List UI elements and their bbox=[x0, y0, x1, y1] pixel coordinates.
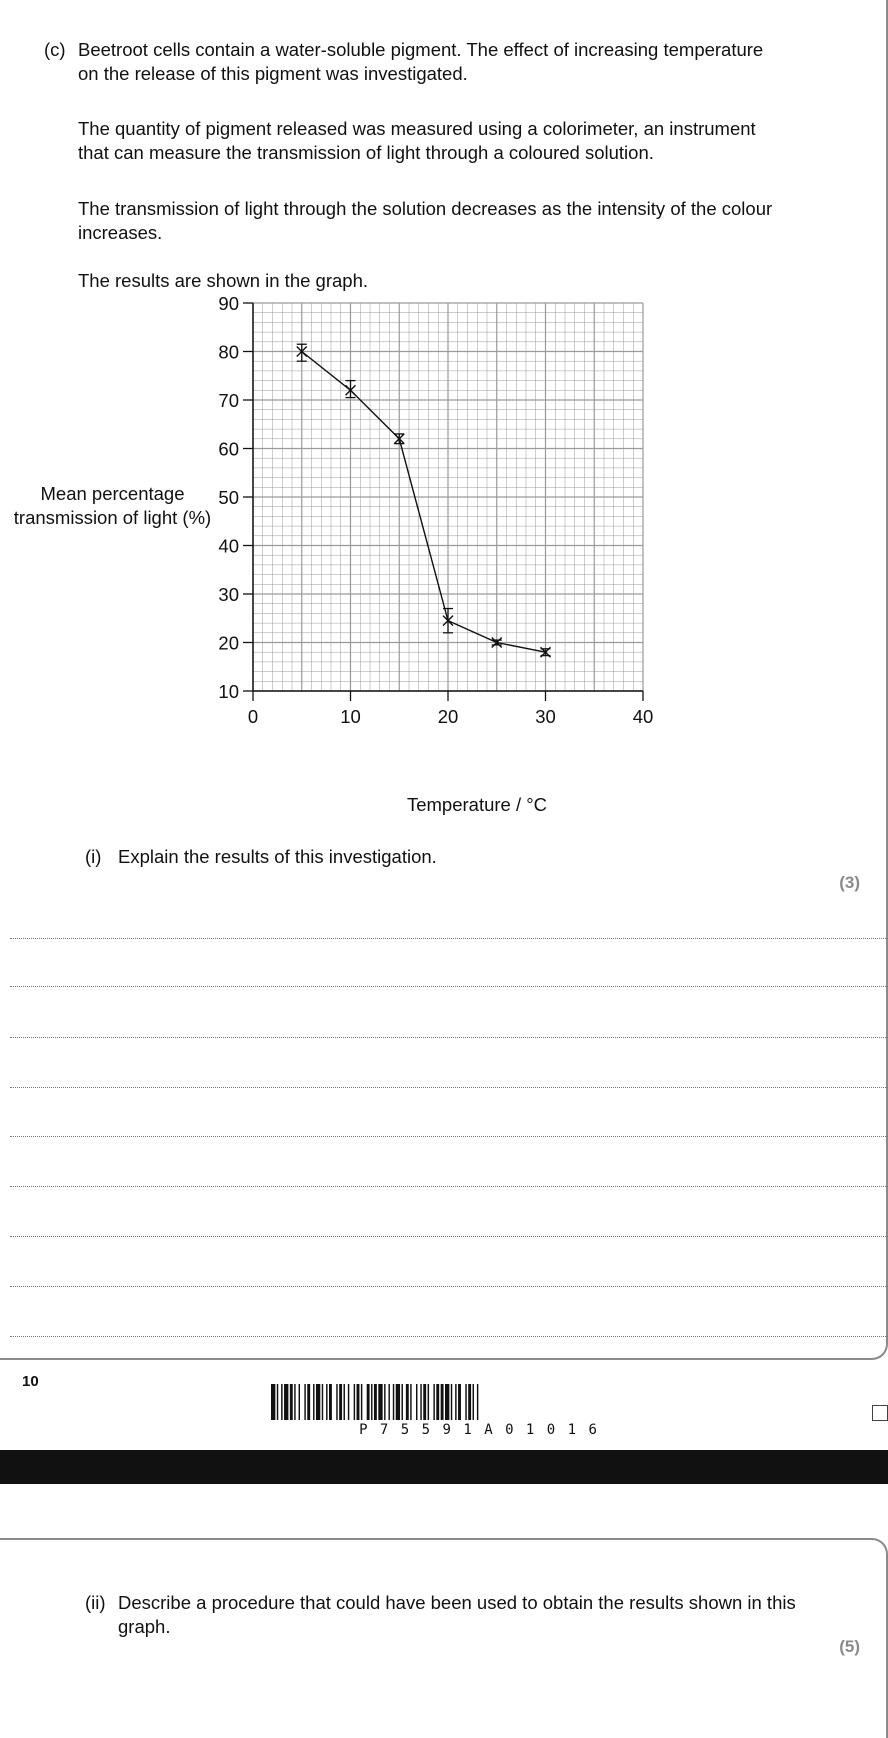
y-tick-label: 20 bbox=[218, 632, 239, 654]
barcode-bar bbox=[277, 1384, 278, 1420]
barcode-bar bbox=[384, 1384, 385, 1420]
y-tick-label: 90 bbox=[218, 293, 239, 314]
barcode-bar bbox=[304, 1384, 305, 1420]
x-tick-label: 10 bbox=[340, 706, 361, 727]
barcode-bar bbox=[294, 1384, 295, 1420]
intro-paragraph-3: The transmission of light through the solution decreases as the intensity of the colour increases. bbox=[78, 198, 773, 243]
barcode-bar bbox=[468, 1384, 471, 1420]
answer-line[interactable] bbox=[10, 1336, 888, 1337]
barcode-bar bbox=[284, 1384, 288, 1420]
barcode-bar bbox=[445, 1384, 449, 1420]
question-part-i bbox=[85, 845, 437, 869]
barcode-bar bbox=[473, 1384, 474, 1420]
barcode-bar bbox=[339, 1384, 342, 1420]
answer-line[interactable] bbox=[10, 1037, 888, 1038]
barcode-bar bbox=[281, 1384, 282, 1420]
barcode-bar bbox=[299, 1384, 300, 1420]
barcode-bar bbox=[455, 1384, 456, 1420]
x-axis-label: Temperature / °C bbox=[406, 794, 548, 815]
y-tick-label: 70 bbox=[218, 390, 239, 411]
question-part-ii bbox=[85, 1591, 845, 1639]
barcode-bar bbox=[465, 1384, 466, 1420]
barcode-bar bbox=[441, 1384, 444, 1420]
intro-paragraph-2: The quantity of pigment released was measured using a colorimeter, an instrument that can measure the transmission of light through a coloured solution. bbox=[78, 118, 756, 163]
graph-axes bbox=[243, 303, 643, 701]
question-label: (c) bbox=[44, 39, 66, 60]
answer-line[interactable] bbox=[10, 1286, 888, 1287]
y-tick-label: 10 bbox=[218, 681, 239, 702]
barcode-bar bbox=[393, 1384, 394, 1420]
barcode-bar bbox=[336, 1384, 337, 1420]
part-ii-marks: (5) bbox=[839, 1637, 860, 1656]
barcode-bar bbox=[307, 1384, 310, 1420]
intro-paragraph-4: The results are shown in the graph. bbox=[78, 270, 368, 291]
barcode-bar bbox=[290, 1384, 293, 1420]
y-tick-label: 80 bbox=[218, 341, 239, 363]
part-ii-text: Describe a procedure that could have been used to obtain the results shown in this graph. bbox=[118, 1592, 796, 1637]
barcode-bar bbox=[322, 1384, 323, 1420]
barcode-bar bbox=[271, 1384, 275, 1420]
barcode-bar bbox=[348, 1384, 349, 1420]
checkbox[interactable] bbox=[872, 1405, 888, 1421]
page-divider-bar bbox=[0, 1450, 888, 1484]
barcode-bar bbox=[378, 1384, 382, 1420]
barcode-bars bbox=[269, 1384, 689, 1420]
barcode-bar bbox=[326, 1384, 327, 1420]
barcode-bar bbox=[458, 1384, 461, 1420]
barcode-bar bbox=[436, 1384, 439, 1420]
barcode-bar bbox=[329, 1384, 332, 1420]
barcode-bar bbox=[423, 1384, 426, 1420]
y-axis-label: Mean percentage transmission of light (%) bbox=[13, 483, 212, 528]
barcode-bar bbox=[428, 1384, 429, 1420]
barcode-bar bbox=[367, 1384, 370, 1420]
barcode-bar bbox=[316, 1384, 320, 1420]
part-i-text: Explain the results of this investigation. bbox=[118, 846, 437, 867]
barcode-bar bbox=[451, 1384, 452, 1420]
answer-line[interactable] bbox=[10, 1087, 888, 1088]
part-i-marks: (3) bbox=[839, 873, 860, 892]
barcode-bar bbox=[396, 1384, 400, 1420]
answer-line[interactable] bbox=[10, 938, 888, 939]
barcode-bar bbox=[477, 1384, 478, 1420]
answer-line[interactable] bbox=[10, 1136, 888, 1137]
barcode-bar bbox=[402, 1384, 403, 1420]
barcode-bar bbox=[406, 1384, 409, 1420]
part-ii-number: (ii) bbox=[85, 1592, 106, 1613]
barcode-bar bbox=[388, 1384, 389, 1420]
series-line bbox=[302, 352, 546, 653]
barcode bbox=[269, 1384, 689, 1444]
answer-line[interactable] bbox=[10, 1186, 888, 1187]
barcode-bar bbox=[313, 1384, 314, 1420]
barcode-bar bbox=[344, 1384, 345, 1420]
answer-line[interactable] bbox=[10, 986, 888, 987]
intro-paragraph-1: Beetroot cells contain a water-soluble pigment. The effect of increasing temperature on the release of this pigment was investigated. bbox=[78, 39, 764, 84]
y-tick-label: 30 bbox=[218, 584, 239, 605]
x-tick-label: 20 bbox=[437, 706, 459, 727]
y-tick-label: 50 bbox=[218, 487, 239, 508]
graph-series bbox=[297, 344, 551, 657]
barcode-text: P 7 5 5 9 1 A 0 1 0 1 6 bbox=[359, 1422, 599, 1438]
y-tick-label: 40 bbox=[218, 535, 239, 557]
part-i-number: (i) bbox=[85, 846, 102, 867]
barcode-bar bbox=[416, 1384, 417, 1420]
page-number: 10 bbox=[22, 1373, 39, 1390]
x-tick-label: 30 bbox=[535, 706, 556, 727]
barcode-bar bbox=[433, 1384, 434, 1420]
barcode-bar bbox=[361, 1384, 362, 1420]
x-tick-label: 0 bbox=[247, 706, 259, 727]
barcode-bar bbox=[410, 1384, 411, 1420]
answer-line[interactable] bbox=[10, 1236, 888, 1237]
y-tick-label: 60 bbox=[218, 438, 239, 460]
barcode-bar bbox=[374, 1384, 377, 1420]
barcode-bar bbox=[354, 1384, 355, 1420]
transmission-graph bbox=[0, 0, 888, 840]
x-tick-label: 40 bbox=[632, 706, 654, 727]
barcode-bar bbox=[371, 1384, 372, 1420]
barcode-bar bbox=[357, 1384, 360, 1420]
barcode-bar bbox=[420, 1384, 421, 1420]
